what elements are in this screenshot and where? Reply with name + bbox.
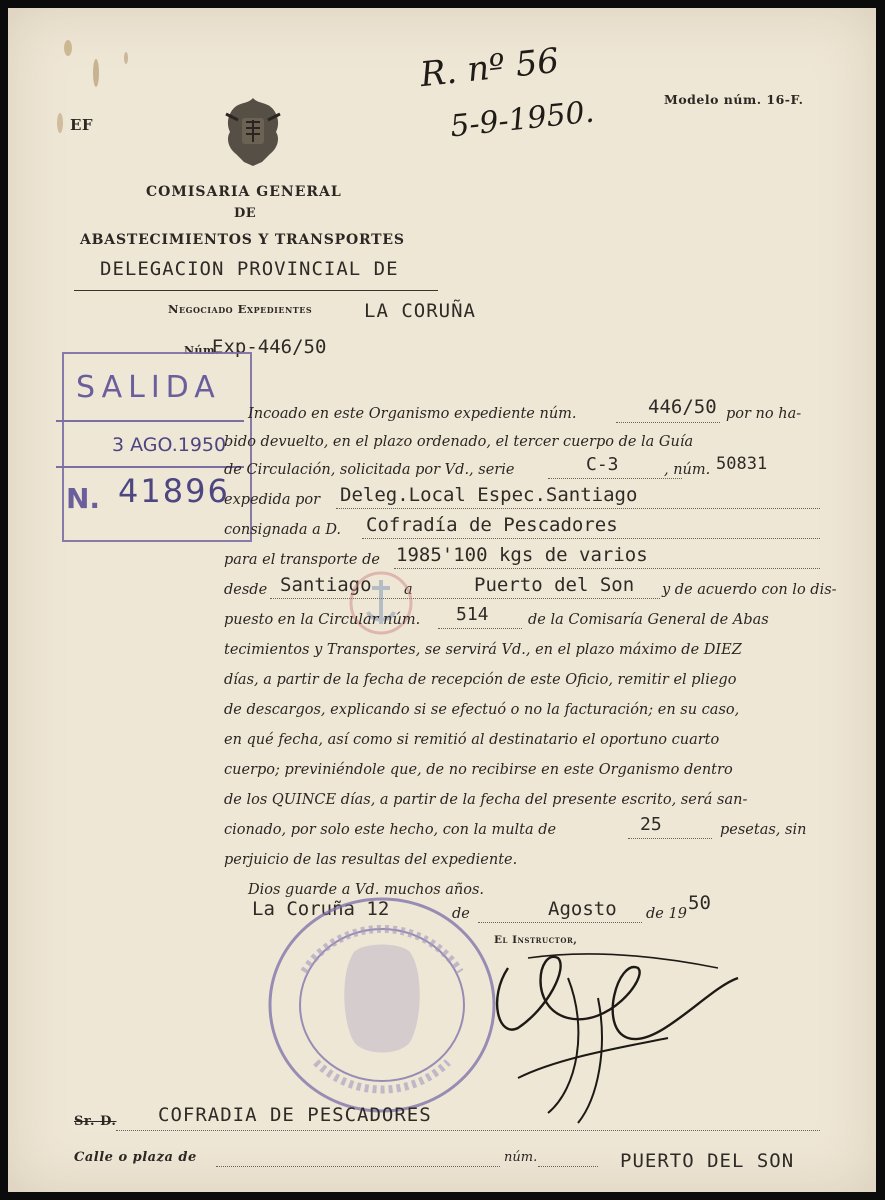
- body-line-9: tecimientos y Transportes, se servirá Vd., en el plazo máximo de DIEZ: [224, 642, 742, 658]
- body-line-1a: Incoado en este Organismo expediente núm.: [248, 406, 577, 422]
- dotted-leader: [478, 922, 642, 923]
- dotted-leader: [336, 508, 820, 509]
- department-label: Negociado Expedientes: [168, 302, 313, 316]
- org-line-2: DE: [234, 206, 257, 221]
- stamp-date: 3 AGO.1950: [112, 434, 227, 456]
- dotted-leader: [548, 478, 682, 479]
- coat-of-arms-icon: [220, 94, 286, 170]
- body-line-4a: expedida por: [224, 492, 321, 508]
- org-line-1: COMISARIA GENERAL: [146, 184, 342, 200]
- body-line-7c: y de acuerdo con lo dis-: [662, 582, 837, 598]
- dotted-leader: [362, 538, 820, 539]
- dotted-leader: [216, 1166, 500, 1167]
- issued-by-field: Deleg.Local Espec.Santiago: [340, 484, 638, 506]
- file-number: Exp-446/50: [212, 336, 327, 358]
- dotted-leader: [394, 568, 820, 569]
- guide-number-field: 50831: [716, 454, 768, 474]
- stamp-title: SALIDA: [76, 370, 221, 405]
- header-rule: [74, 290, 438, 291]
- instructor-label: El Instructor,: [494, 934, 578, 946]
- archive-watermark-icon: [344, 566, 418, 640]
- dotted-leader: [270, 598, 660, 599]
- delegation-title: DELEGACION PROVINCIAL DE: [100, 258, 399, 280]
- body-line-13: cuerpo; previniéndole que, de no recibirse en este Organismo dentro: [224, 762, 733, 778]
- stamp-divider-1: [56, 420, 244, 422]
- body-line-2: bido devuelto, en el plazo ordenado, el tercer cuerpo de la Guía: [224, 434, 694, 450]
- body-line-16: perjuicio de las resultas del expediente.: [224, 852, 518, 868]
- consignee-field: Cofradía de Pescadores: [366, 514, 618, 536]
- province-name: LA CORUÑA: [364, 300, 476, 322]
- year-field: 50: [688, 892, 711, 914]
- body-line-6a: para el transporte de: [224, 552, 380, 568]
- file-number-field: 446/50: [648, 396, 717, 418]
- number-label: Núm.: [184, 344, 220, 357]
- stamp-divider-2: [56, 466, 244, 468]
- instructor-signature: [448, 938, 748, 1128]
- date-de-2: de 19: [646, 906, 687, 922]
- dotted-leader: [538, 1166, 598, 1167]
- stamp-number: 41896: [118, 472, 230, 510]
- closing-phrase: Dios guarde a Vd. muchos años.: [248, 882, 485, 898]
- street-label: Calle o plaza de: [74, 1150, 197, 1165]
- date-de-1: de: [452, 906, 470, 922]
- body-line-11: de descargos, explicando si se efectuó o no la facturación; en su caso,: [224, 702, 740, 718]
- model-number: Modelo núm. 16-F.: [664, 92, 804, 107]
- place-date: La Coruña 12: [252, 898, 390, 920]
- body-line-14: de los QUINCE días, a partir de la fecha del presente escrito, será san-: [224, 792, 748, 808]
- destination-field: Puerto del Son: [474, 574, 635, 596]
- age-stains: [38, 28, 158, 168]
- body-line-15b: pesetas, sin: [720, 822, 807, 838]
- document-page: [8, 8, 876, 1192]
- org-line-3: ABASTECIMIENTOS Y TRANSPORTES: [80, 232, 405, 248]
- circular-number-field: 514: [456, 604, 489, 625]
- cargo-field: 1985'100 kgs de varios: [396, 544, 648, 566]
- origin-field: Santiago: [280, 574, 372, 596]
- dotted-leader: [438, 628, 522, 629]
- dotted-leader: [116, 1130, 820, 1131]
- month-field: Agosto: [548, 898, 617, 920]
- body-line-7b: a: [404, 582, 413, 598]
- recipient-name: COFRADIA DE PESCADORES: [158, 1104, 432, 1126]
- stamp-number-prefix: N.: [66, 482, 101, 515]
- body-line-3b: , núm.: [664, 462, 711, 478]
- body-line-10: días, a partir de la fecha de recepción de este Oficio, remitir el pliego: [224, 672, 737, 688]
- body-line-5a: consignada a D.: [224, 522, 342, 538]
- body-line-7a: desde: [224, 582, 268, 598]
- recipient-label: Sr. D.: [74, 1114, 117, 1129]
- body-line-8b: de la Comisaría General de Abas: [528, 612, 769, 628]
- body-line-3a: de Circulación, solicitada por Vd., serie: [224, 462, 515, 478]
- recipient-town: PUERTO DEL SON: [620, 1150, 795, 1172]
- handwritten-date: 5-9-1950.: [448, 94, 596, 145]
- street-number-label: núm.: [504, 1150, 538, 1165]
- handwritten-reference: R. nº 56: [418, 40, 561, 96]
- fine-amount-field: 25: [640, 814, 662, 835]
- guide-series-field: C-3: [586, 454, 619, 475]
- body-line-12: en qué fecha, así como si remitió al destinatario el oportuno cuarto: [224, 732, 720, 748]
- corner-code: EF: [70, 116, 94, 134]
- body-line-1b: por no ha-: [726, 406, 802, 422]
- body-line-8a: puesto en la Circular núm.: [224, 612, 421, 628]
- dotted-leader: [628, 838, 712, 839]
- dotted-leader: [616, 422, 720, 423]
- body-line-15a: cionado, por solo este hecho, con la multa de: [224, 822, 557, 838]
